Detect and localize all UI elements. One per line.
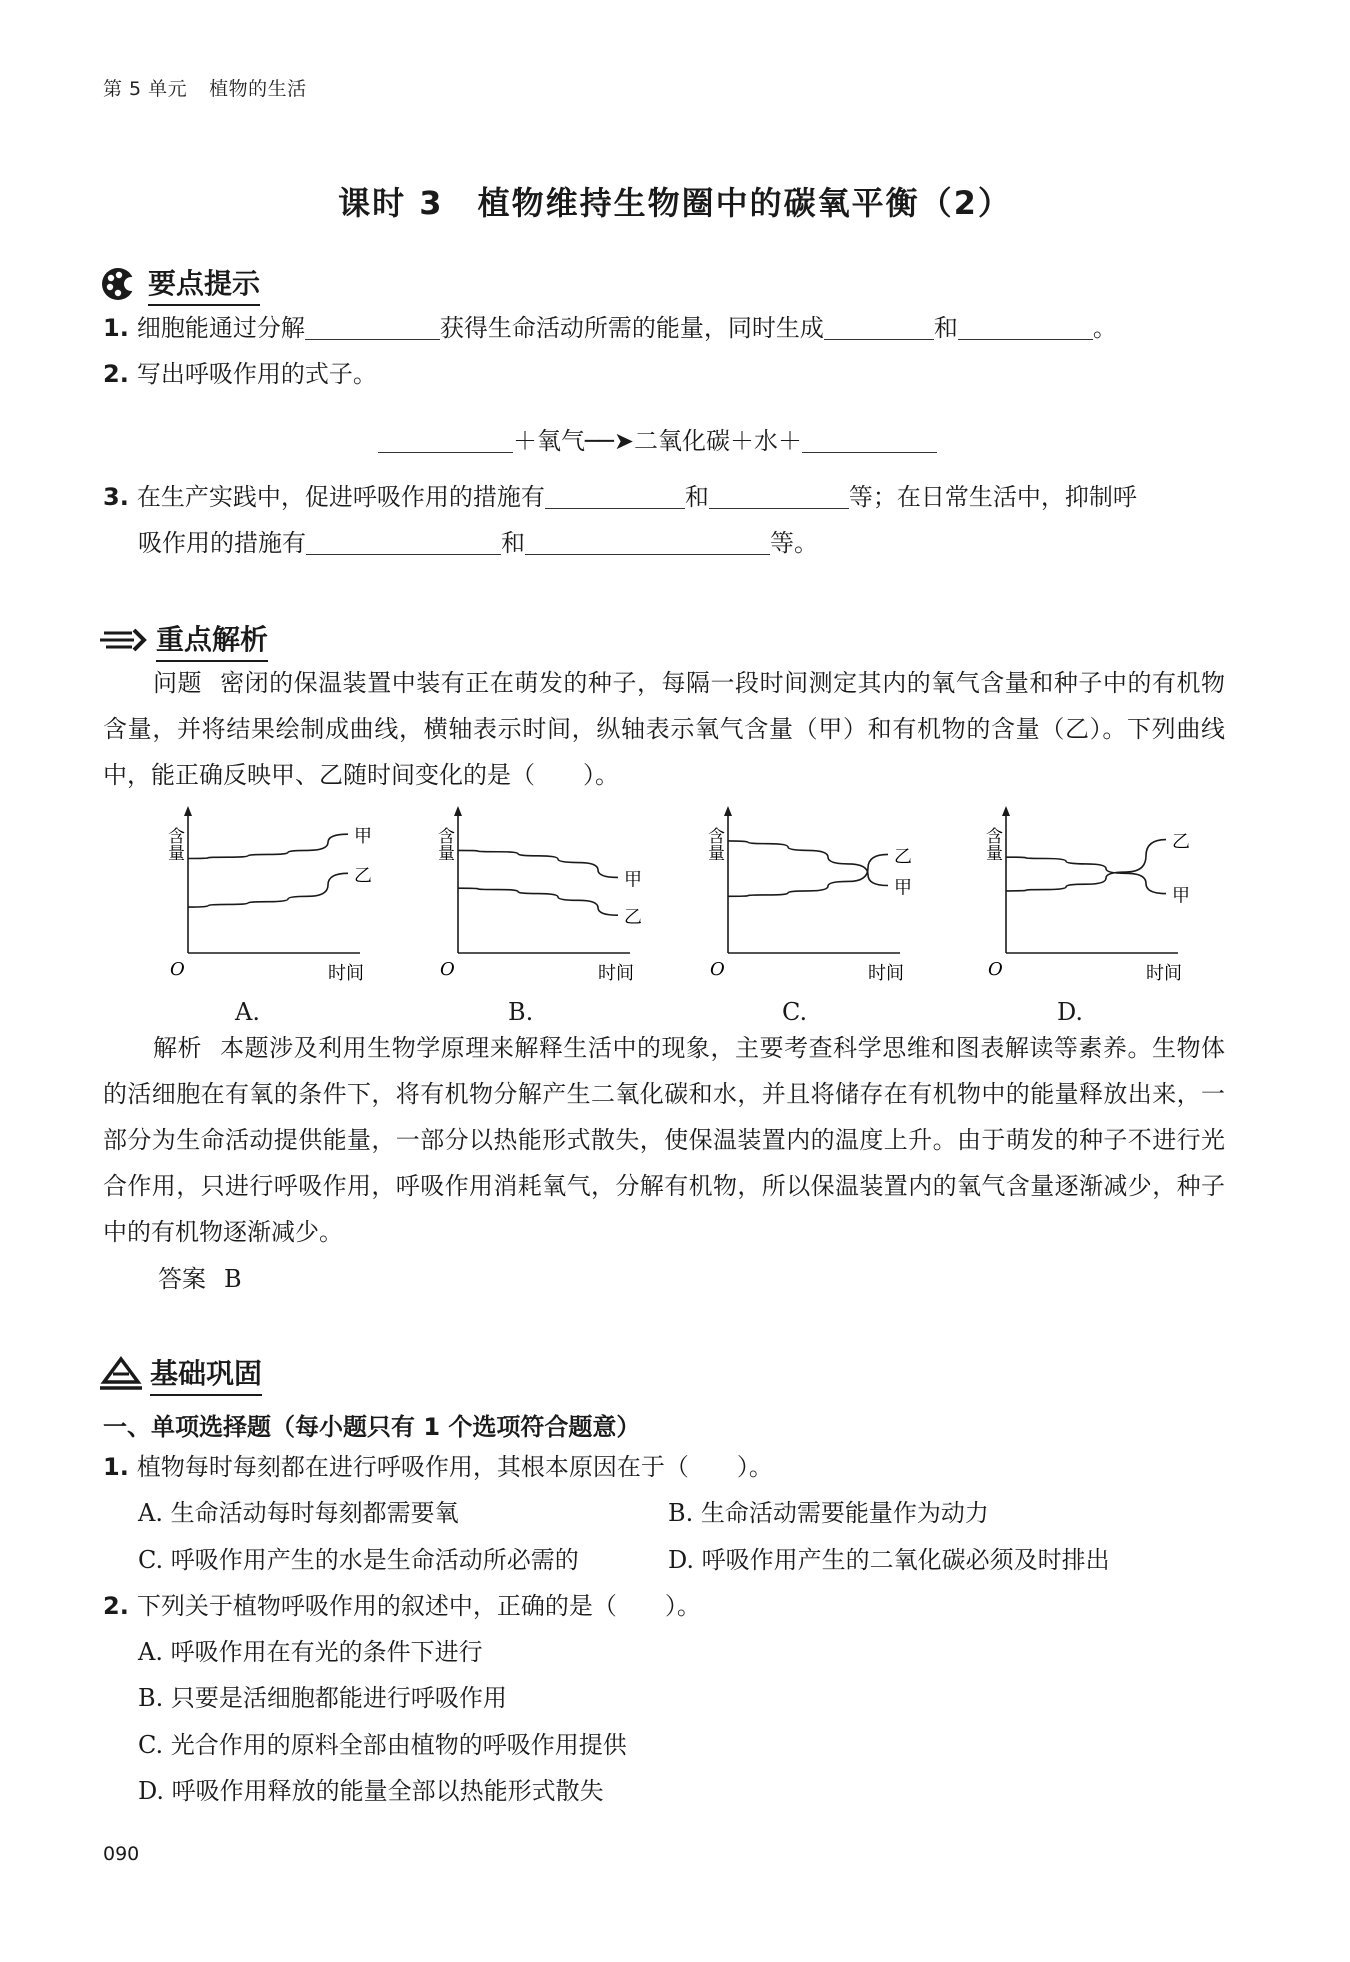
series-label-yi: 乙 [1172,831,1190,853]
answer-blank[interactable] [545,484,685,509]
section-basics [100,1352,262,1396]
basics-q1-option-a[interactable]: A. 生命活动每时每刻都需要氧 [138,1499,459,1527]
lesson-title: 植物维持生物圈中的碳氧平衡（2） [477,184,1012,222]
running-header [103,74,329,101]
basics-q2-option-b[interactable]: B. 只要是活细胞都能进行呼吸作用 [138,1684,507,1712]
basics-q2 [103,1591,701,1621]
section-analysis-label: 重点解析 [156,618,268,662]
text: 获得生命活动所需的能量，同时生成 [439,314,824,342]
question-number: 2. [103,1592,129,1620]
x-axis-label: 时间 [868,963,904,984]
answer-blank[interactable] [958,315,1093,340]
series-label-jia: 甲 [1172,885,1190,907]
key-point-2 [103,359,377,389]
text: 等。 [770,529,818,557]
answer-blank[interactable] [709,484,849,509]
y-axis-label: 含量 [434,827,454,861]
series-label-jia: 甲 [894,877,912,899]
answer-blank[interactable] [802,428,937,453]
question-number: 2. [103,360,129,388]
graph-option-d: D. [1057,998,1084,1026]
key-point-3 [103,482,1137,512]
palette-icon [100,266,140,302]
text: 等；在日常生活中，抑制呼 [848,483,1137,511]
y-axis-arrow-icon [724,806,732,816]
unit-topic: 植物的生活 [209,78,307,100]
text: 。 [1092,314,1117,342]
origin-label: O [170,959,185,980]
basics-q1-option-c[interactable]: C. 呼吸作用产生的水是生命活动所必需的 [138,1546,579,1574]
series-label-jia: 甲 [354,826,372,848]
graph-c-svg [700,805,930,985]
graph-option-a: A. [235,998,260,1026]
graph-option-c: C. [782,998,808,1026]
text: 和 [501,529,525,557]
x-axis-label: 时间 [598,963,634,984]
answer-lead: 答案 [158,1265,206,1293]
graph-a-svg [160,805,390,985]
y-axis-label: 含量 [982,827,1002,861]
y-axis-arrow-icon [1002,806,1010,816]
basics-q2-option-a[interactable]: A. 呼吸作用在有光的条件下进行 [138,1638,483,1666]
question-stem: 植物每时每刻都在进行呼吸作用，其根本原因在于（ ）。 [136,1453,773,1481]
section-basics-label: 基础巩固 [150,1352,262,1396]
basics-q1 [103,1452,773,1482]
graph-option-b: B. [508,998,534,1026]
answer-blank[interactable] [306,530,501,555]
question-stem: 下列关于植物呼吸作用的叙述中，正确的是（ ）。 [136,1592,701,1620]
graph-d-svg [978,805,1208,985]
graph-b [430,805,660,989]
analysis-explanation [103,1025,1225,1255]
text: 二氧化碳＋水＋ [634,427,803,455]
text: 在生产实践中，促进呼吸作用的措施有 [136,483,545,511]
series-line-yi [458,888,618,915]
graph-b-svg [430,805,660,985]
x-axis-label: 时间 [1146,963,1182,984]
question-number: 1. [103,314,129,342]
question-lead: 问题 [153,669,203,697]
subsection-title: 一、单项选择题（每小题只有 1 个选项符合题意） [103,1413,641,1441]
basics-q1-option-d[interactable]: D. 呼吸作用产生的二氧化碳必须及时排出 [668,1546,1110,1574]
basics-q2-option-c[interactable]: C. 光合作用的原料全部由植物的呼吸作用提供 [138,1731,627,1759]
page-number: 090 [103,1843,140,1865]
series-line-yi [188,873,348,907]
text: 和 [684,483,709,511]
key-point-1 [103,313,1117,343]
analysis-question [103,660,1225,798]
key-point-3-cont [138,528,818,558]
y-axis-label: 含量 [704,827,724,861]
answer-blank[interactable] [824,315,934,340]
question-text: 密闭的保温装置中装有正在萌发的种子，每隔一段时间测定其内的氧气含量和种子中的有机物含量，并将结果绘制成曲线，横轴表示时间，纵轴表示氧气含量（甲）和有机物的含量（乙）。下列曲线中，能正确反映甲、乙随时间变化的是（ ）。 [103,669,1226,789]
origin-label: O [710,959,725,980]
text: 细胞能通过分解 [136,314,305,342]
respiration-formula [378,426,937,456]
series-line-jia [458,850,618,877]
y-axis-arrow-icon [454,806,462,816]
answer-blank[interactable] [525,530,770,555]
triangle-layers-icon [100,1356,142,1392]
page-title [0,178,1350,224]
basics-q2-option-d[interactable]: D. 呼吸作用释放的能量全部以热能形式散失 [138,1777,604,1805]
origin-label: O [440,959,455,980]
origin-label: O [988,959,1003,980]
graph-d [978,805,1208,989]
text: 和 [933,314,958,342]
answer-blank[interactable] [378,428,513,453]
y-axis-label: 含量 [164,827,184,861]
graph-c [700,805,930,989]
series-label-yi: 乙 [354,865,372,887]
arrow-lines-icon [100,624,148,656]
question-number: 3. [103,483,129,511]
text: ＋氧气 [513,427,585,455]
graph-a [160,805,390,989]
y-axis-arrow-icon [184,806,192,816]
answer-value: B [224,1265,242,1293]
analysis-answer [158,1264,242,1294]
series-line-jia [728,841,888,886]
answer-blank[interactable] [305,315,440,340]
series-label-jia: 甲 [624,869,642,891]
explanation-lead: 解析 [153,1034,203,1062]
question-number: 1. [103,1453,129,1481]
series-label-yi: 乙 [624,907,642,929]
section-key-points-label: 要点提示 [148,262,260,306]
arrow-icon: ──➤ [585,427,635,455]
basics-q1-option-b[interactable]: B. 生命活动需要能量作为动力 [668,1499,989,1527]
series-label-yi: 乙 [894,846,912,868]
lesson-number: 课时 3 [338,184,444,222]
section-analysis [100,618,268,662]
text: 吸作用的措施有 [138,529,306,557]
series-line-yi [1006,840,1166,891]
series-line-yi [728,854,888,896]
explanation-text: 本题涉及利用生物学原理来解释生活中的现象，主要考查科学思维和图表解读等素养。生物体的活细胞在有氧的条件下，将有机物分解产生二氧化碳和水，并且将储存在有机物中的能量释放出来，一部分为生命活动提供能量，一部分以热能形式散失，使保温装置内的温度上升。由于萌发的种子不进行光合作用，只进行呼吸作用，呼吸作用消耗氧气，分解有机物，所以保温装置内的氧气含量逐渐减少，种子中的有机物逐渐减少。 [103,1034,1226,1246]
series-line-jia [188,834,348,858]
x-axis-label: 时间 [328,963,364,984]
text: 写出呼吸作用的式子。 [136,360,377,388]
section-key-points [100,262,260,306]
unit-number: 第 5 单元 [103,78,188,100]
series-line-jia [1006,857,1166,893]
